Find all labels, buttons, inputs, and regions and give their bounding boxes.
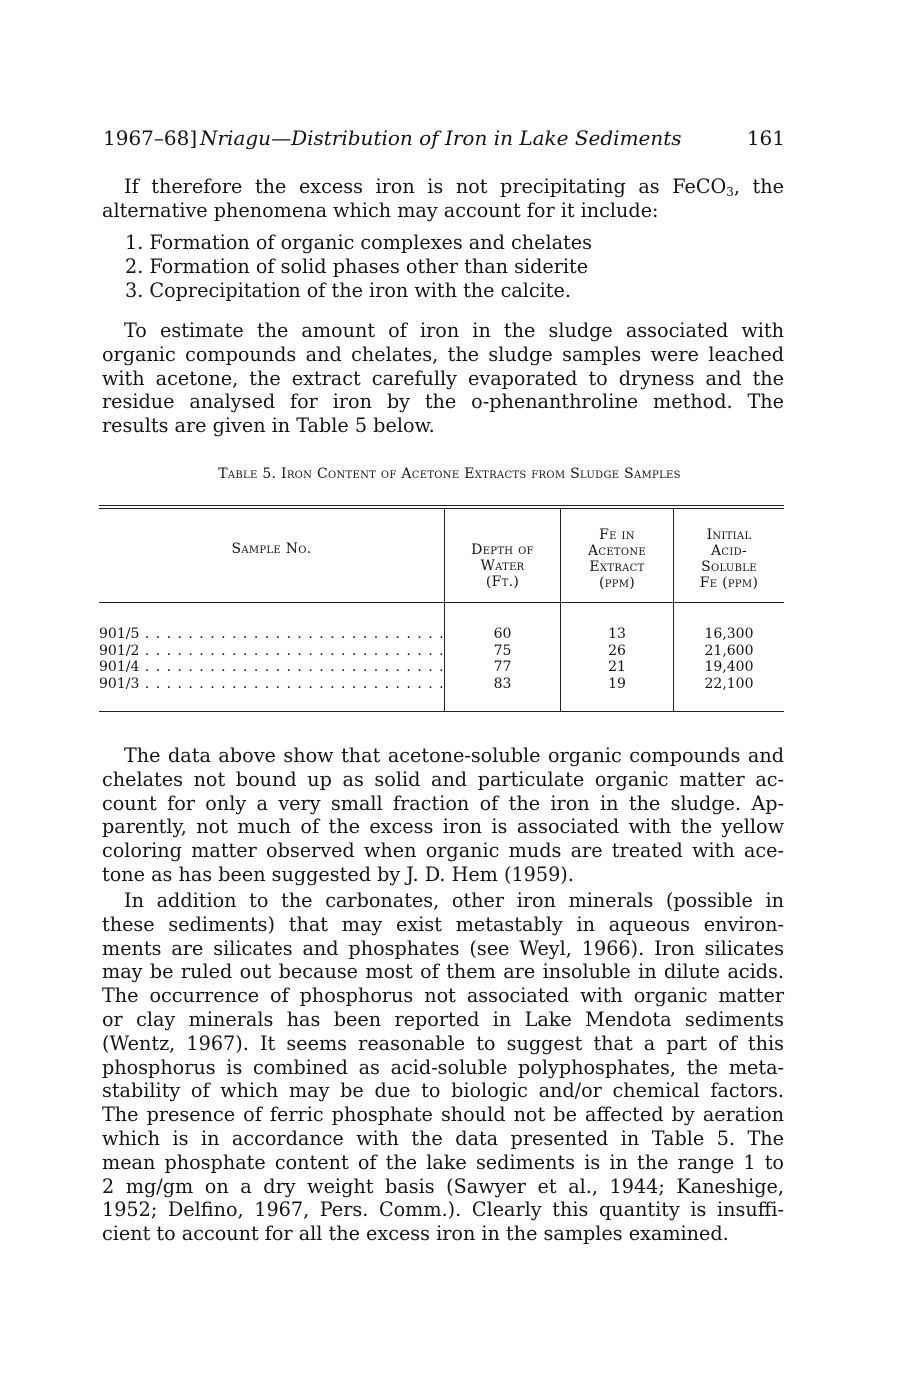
header-line: Water xyxy=(480,558,525,574)
text-line: these sediments) that may exist metastably in aqueous environ- xyxy=(102,912,784,936)
text-line: which is in accordance with the data presented in Table 5. The xyxy=(102,1126,784,1150)
running-header xyxy=(103,123,785,153)
header-years: 1967–68] xyxy=(103,126,198,150)
numbered-list xyxy=(125,231,775,304)
text-line: may be ruled out because most of them are insoluble in dilute acids. xyxy=(102,960,784,984)
table-caption: Table 5. Iron Content of Acetone Extracts from Sludge Samples xyxy=(218,466,681,482)
sample-id: 901/3 xyxy=(99,675,140,692)
table-rule-top-inner xyxy=(99,508,784,509)
header-line: Fe in xyxy=(599,527,635,543)
paragraph-intro xyxy=(102,175,784,223)
table-rule-header xyxy=(99,602,784,603)
text-line: phosphorus is combined as acid-soluble polyphosphates, the meta- xyxy=(102,1055,784,1079)
text-line: stability of which may be due to biologic and/or chemical factors. xyxy=(102,1079,784,1103)
text-line: chelates not bound up as solid and particulate organic matter ac- xyxy=(102,767,784,791)
text-line: mean phosphate content of the lake sediments is in the range 1 to xyxy=(102,1150,784,1174)
text-line: In addition to the carbonates, other iron minerals (possible in xyxy=(124,889,784,912)
header-line: (ppm) xyxy=(598,575,636,591)
header-sample-no: Sample No. xyxy=(231,541,312,557)
text-line: tone as has been suggested by J. D. Hem (1959). xyxy=(102,862,574,886)
header-fe-acetone xyxy=(561,527,673,591)
table-row xyxy=(99,643,442,660)
text-span: , the xyxy=(733,175,784,198)
data-table xyxy=(99,505,784,718)
initial-fe-value: 21,600 xyxy=(704,642,754,659)
text-line: count for only a very small fraction of the iron in the sludge. Ap- xyxy=(102,791,784,815)
text-line: or clay minerals has been reported in Lake Mendota sediments xyxy=(102,1007,784,1031)
fe-value: 19 xyxy=(608,675,626,692)
table-row xyxy=(99,626,442,643)
list-item: 3. Coprecipitation of the iron with the calcite. xyxy=(125,279,571,303)
text-line: (Wentz, 1967). It seems reasonable to suggest that a part of this xyxy=(102,1031,784,1055)
paragraph-minerals xyxy=(102,889,784,1246)
fe-value: 26 xyxy=(608,642,626,659)
initial-fe-column xyxy=(674,626,784,692)
depth-value: 60 xyxy=(493,626,512,642)
table-row xyxy=(99,659,442,676)
text-line: ments are silicates and phosphates (see Weyl, 1966). Iron silicates xyxy=(102,936,784,960)
header-line: Acetone xyxy=(587,543,647,559)
fe-value: 21 xyxy=(608,659,626,675)
header-line: Depth of xyxy=(471,542,534,558)
text-line: coloring matter observed when organic muds are treated with ace- xyxy=(102,839,784,863)
text-line xyxy=(102,175,784,199)
initial-fe-value: 16,300 xyxy=(704,626,754,642)
text-line: with acetone, the extract carefully evaporated to dryness and the xyxy=(102,366,784,390)
text-span: If therefore the excess iron is not precipitating as FeCO xyxy=(124,175,727,198)
header-line: Initial xyxy=(706,527,752,543)
sample-id: 901/2 xyxy=(99,642,140,659)
initial-fe-value: 19,400 xyxy=(704,659,754,675)
table-body xyxy=(99,626,444,692)
table-rule-top xyxy=(99,505,784,506)
depth-value: 83 xyxy=(493,675,512,692)
header-initial-fe xyxy=(674,527,784,591)
text-line: 2 mg/gm on a dry weight basis (Sawyer et al., 1944; Kaneshige, xyxy=(102,1174,784,1198)
header-title: Nriagu—Distribution of Iron in Lake Sediments xyxy=(200,126,682,150)
depth-column xyxy=(445,626,560,692)
text-line: organic compounds and chelates, the sludge samples were leached xyxy=(102,342,784,366)
paragraph-discussion xyxy=(102,744,784,887)
list-item: 2. Formation of solid phases other than siderite xyxy=(125,255,589,279)
header-line: Acid- xyxy=(711,543,747,559)
depth-value: 75 xyxy=(493,642,512,659)
text-line: alternative phenomena which may account for it include: xyxy=(102,198,659,222)
table-rule-bottom xyxy=(99,711,784,712)
depth-value: 77 xyxy=(493,659,512,675)
fe-value: 13 xyxy=(608,626,626,642)
list-item: 1. Formation of organic complexes and chelates xyxy=(125,231,592,254)
text-line: 1952; Delfino, 1967, Pers. Comm.). Clearly this quantity is insuffi- xyxy=(102,1198,784,1222)
paragraph-method xyxy=(102,319,784,438)
header-line: Extract xyxy=(589,559,645,575)
header-line: Fe (ppm) xyxy=(699,575,759,591)
sample-id: 901/4 xyxy=(99,659,140,675)
initial-fe-value: 22,100 xyxy=(704,675,754,692)
subscript: 3 xyxy=(726,185,734,199)
text-line: The data above show that acetone-soluble organic compounds and xyxy=(124,744,784,767)
text-line: residue analysed for iron by the o-phenanthroline method. The xyxy=(102,390,784,414)
header-depth xyxy=(445,542,560,590)
fe-acetone-column xyxy=(561,626,673,692)
text-line: The presence of ferric phosphate should not be affected by aeration xyxy=(102,1103,784,1127)
text-line: cient to account for all the excess iron in the samples examined. xyxy=(102,1222,729,1246)
page-number: 161 xyxy=(746,126,785,150)
text-line: The occurrence of phosphorus not associated with organic matter xyxy=(102,984,784,1008)
text-line: parently, not much of the excess iron is associated with the yellow xyxy=(102,815,784,839)
text-line: results are given in Table 5 below. xyxy=(102,414,435,438)
header-line: (Ft.) xyxy=(485,574,520,590)
table-row xyxy=(99,676,442,693)
text-line: To estimate the amount of iron in the sludge associated with xyxy=(124,319,784,342)
sample-id: 901/5 xyxy=(99,626,140,642)
header-line: Soluble xyxy=(701,559,757,575)
